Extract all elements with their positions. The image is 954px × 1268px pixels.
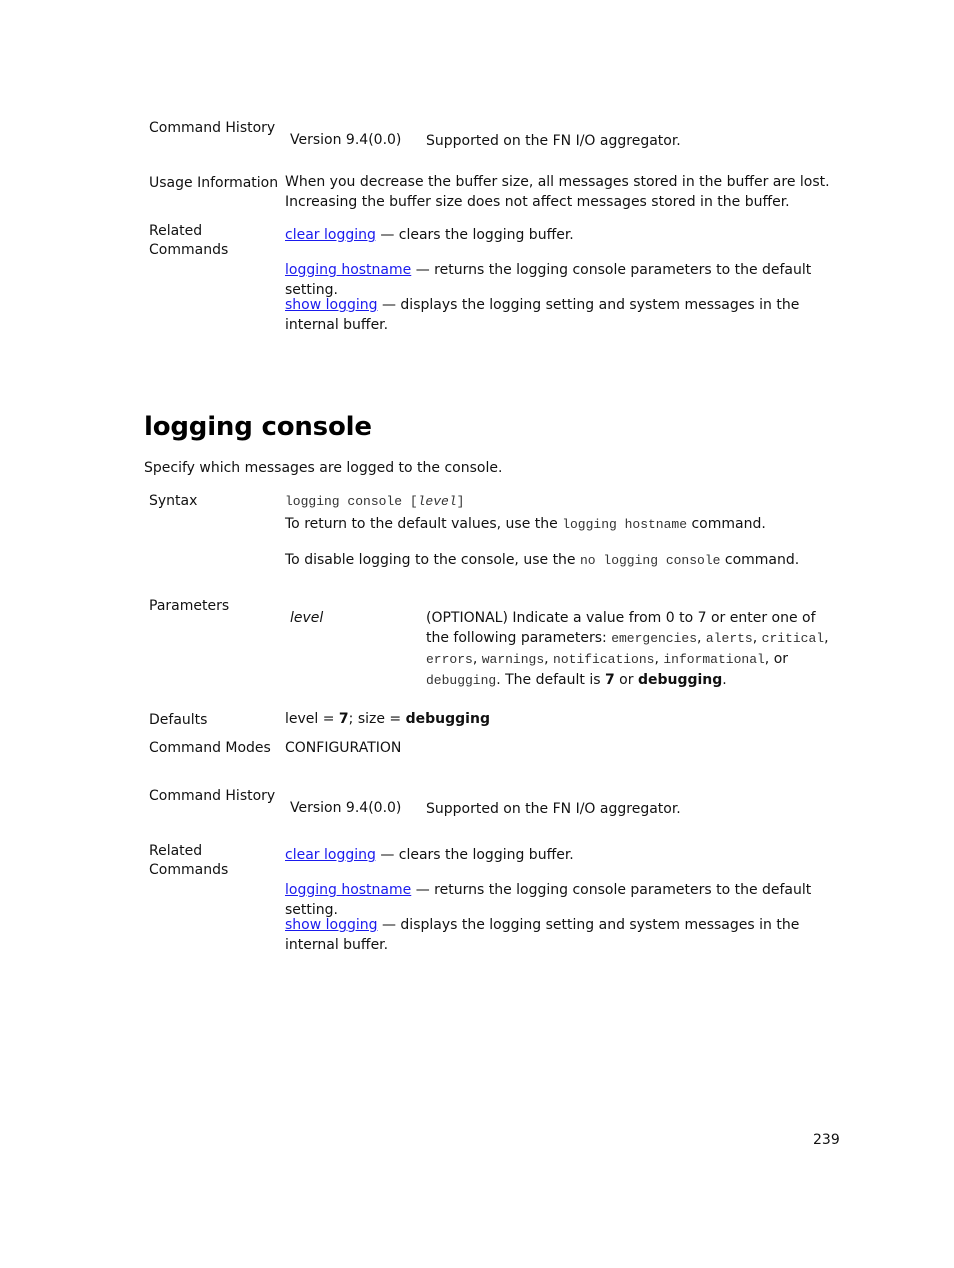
note-text: To disable logging to the console, use the [285,552,580,568]
param-text: . The default is [496,672,605,688]
logging-hostname-link[interactable]: logging hostname [285,882,412,898]
param-sep: , [544,651,554,667]
related-command-desc: — clears the logging buffer. [375,847,574,863]
param-text: or [614,672,638,688]
defaults-text: level = [285,711,339,727]
related-command-desc: — returns the logging console parameters to the default setting. [285,882,812,918]
param-sep: , or [764,651,789,667]
clear-logging-link[interactable]: clear logging [285,847,376,863]
related-command-desc: — clears the logging buffer. [375,227,574,243]
related-commands-label: Related Commands [149,223,229,258]
command-history-label: Command History [149,788,276,804]
related-command-item [285,225,845,245]
related-commands-label: Related Commands [149,843,229,878]
related-command-item [285,915,830,955]
command-modes-label: Command Modes [149,740,271,756]
defaults-size: debugging [405,711,490,727]
param-text: . [722,672,727,688]
section-intro: Specify which messages are logged to the console. [144,460,503,476]
syntax-command-param: level [417,494,457,509]
param-sep: , [697,630,706,646]
show-logging-link[interactable]: show logging [285,297,378,313]
inline-command: no logging console [580,553,721,568]
syntax-command-text: ] [456,494,465,509]
param-text: (OPTIONAL) Indicate a value from 0 to 7 or enter one of the following parameters: [426,610,816,646]
related-command-item [285,845,845,865]
syntax-default-note [285,514,845,535]
related-command-item [285,295,830,335]
param-sep: , [824,630,829,646]
defaults-level: 7 [338,711,349,727]
param-value: debugging [426,673,497,688]
command-history-label: Command History [149,120,276,136]
clear-logging-link[interactable]: clear logging [285,227,376,243]
param-value: alerts [705,631,753,646]
related-command-item [285,260,845,300]
command-modes-value: CONFIGURATION [285,740,402,756]
related-command-desc: — returns the logging console parameters to the default setting. [285,262,812,298]
page-number: 239 [813,1132,840,1148]
version-description: Supported on the FN I/O aggregator. [426,133,681,149]
version-label: Version 9.4(0.0) [290,800,402,816]
param-value: critical [761,631,825,646]
inline-command: logging hostname [562,517,688,532]
parameters-label: Parameters [149,598,230,614]
usage-information-text: When you decrease the buffer size, all messages stored in the buffer are lost. Increasing the buffer size does not affect messages stored in the buffer. [285,174,830,210]
param-default-number: 7 [604,672,615,688]
version-description: Supported on the FN I/O aggregator. [426,801,681,817]
related-command-desc: — displays the logging setting and system messages in the internal buffer. [285,297,800,333]
param-value: informational [663,652,765,667]
param-sep: , [472,651,482,667]
note-text: command. [720,552,800,568]
syntax-command-text: logging console [ [285,494,418,509]
param-sep: , [752,630,762,646]
defaults-value [285,709,845,729]
defaults-text: ; size = [348,711,406,727]
related-command-desc: — displays the logging setting and system messages in the internal buffer. [285,917,800,953]
note-text: command. [687,516,766,532]
syntax-command [285,491,845,512]
version-label: Version 9.4(0.0) [290,132,402,148]
syntax-label: Syntax [149,493,198,509]
logging-hostname-link[interactable]: logging hostname [285,262,412,278]
param-sep: , [654,651,664,667]
related-command-item [285,880,845,920]
syntax-disable-note [285,550,845,571]
param-value: errors [426,652,473,667]
param-value: notifications [553,652,655,667]
note-text: To return to the default values, use the [285,516,563,532]
param-value: emergencies [611,631,698,646]
section-title: logging console [144,412,372,442]
param-default-word: debugging [637,672,723,688]
defaults-label: Defaults [149,712,208,728]
usage-information-label: Usage Information [149,175,279,191]
parameter-name: level [290,610,324,626]
param-value: warnings [481,652,545,667]
show-logging-link[interactable]: show logging [285,917,378,933]
parameter-description [426,608,831,691]
